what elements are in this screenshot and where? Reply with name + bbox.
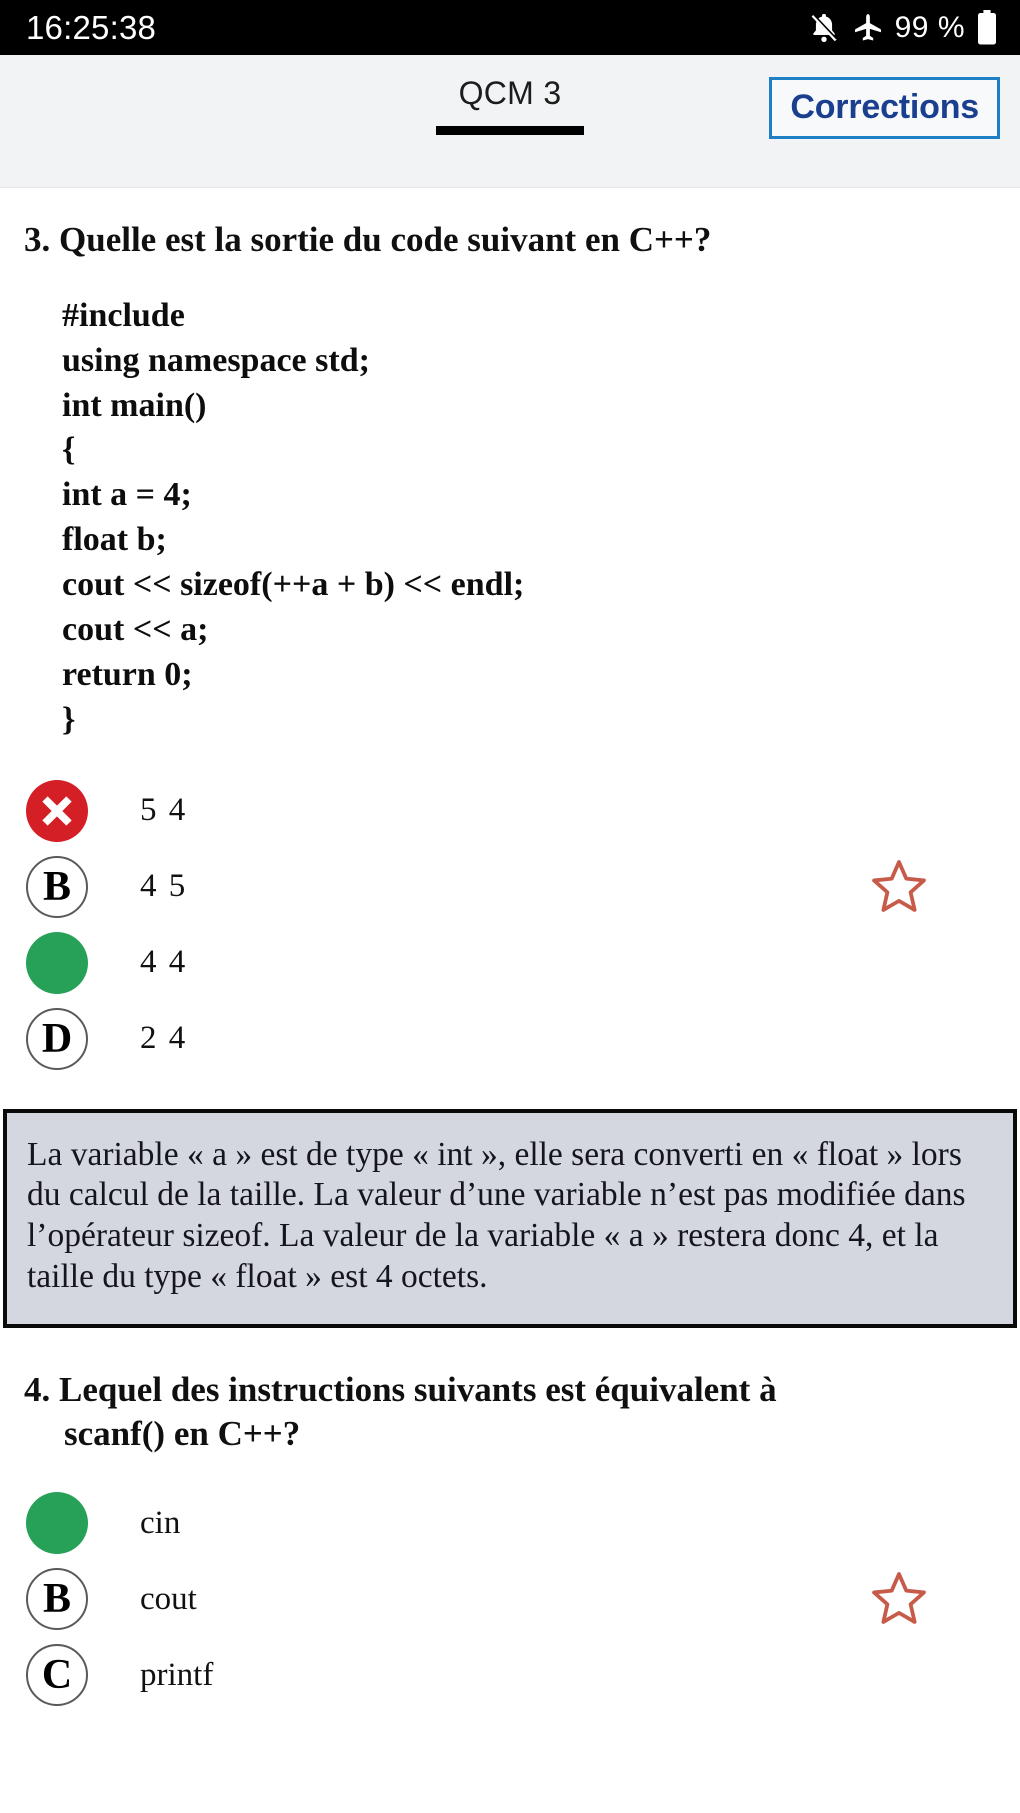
corrections-button[interactable]: Corrections — [769, 77, 1000, 139]
q4-option-c-badge[interactable]: C — [26, 1644, 88, 1706]
question-4-line1 — [24, 1368, 996, 1412]
question-3-number: 3. — [24, 220, 51, 259]
q4-option-row-b[interactable] — [0, 1561, 1020, 1637]
option-d-badge[interactable]: D — [26, 1008, 88, 1070]
option-b-badge[interactable]: B — [26, 856, 88, 918]
option-row-a[interactable] — [0, 773, 1020, 849]
q4-option-a-badge-correct[interactable] — [26, 1492, 88, 1554]
option-a-badge-wrong-icon[interactable] — [26, 780, 88, 842]
option-row-d[interactable] — [0, 1001, 1020, 1077]
q4-option-a-text: cin — [140, 1504, 181, 1541]
question-4-prompt-line2: scanf() en C++? — [64, 1413, 301, 1453]
option-d-text: 2 4 — [140, 1020, 188, 1056]
tab-active-indicator — [436, 126, 584, 135]
question-3-title — [0, 218, 1020, 262]
question-4-title — [0, 1368, 1020, 1456]
question-4-options — [0, 1485, 1020, 1713]
option-row-b[interactable] — [0, 849, 1020, 925]
status-clock: 16:25:38 — [26, 8, 157, 46]
q4-option-b-badge[interactable]: B — [26, 1568, 88, 1630]
app-bar — [0, 55, 1020, 188]
status-bar — [0, 0, 1020, 55]
option-row-c[interactable] — [0, 925, 1020, 1001]
quiz-content — [0, 188, 1020, 1813]
option-c-badge-correct[interactable] — [26, 932, 88, 994]
status-icons — [807, 10, 998, 46]
bell-muted-icon — [807, 11, 841, 45]
question-3-explanation-box — [3, 1109, 1017, 1328]
battery-percent-label: 99 % — [894, 10, 965, 44]
option-c-text: 4 4 — [140, 944, 188, 980]
question-3-prompt: Quelle est la sortie du code suivant en C++? — [59, 220, 712, 259]
question-4-number: 4. — [24, 1369, 51, 1409]
tab-qcm3-label: QCM 3 — [458, 75, 562, 111]
option-b-text: 4 5 — [140, 868, 188, 904]
question-3-options — [0, 773, 1020, 1077]
question-4-prompt-line1: Lequel des instructions suivants est équivalent à — [59, 1369, 777, 1409]
question-3-code: #include using namespace std; int main() { int a = 4; float b; cout << sizeof(++a + b) << endl; cout << a; return 0; } — [62, 296, 525, 738]
q4-option-row-a[interactable] — [0, 1485, 1020, 1561]
battery-icon — [976, 10, 998, 46]
question-3-block — [0, 188, 1020, 1328]
close-x-icon — [37, 791, 77, 831]
airplane-mode-icon — [852, 12, 884, 44]
favorite-star-icon-q3[interactable] — [868, 858, 930, 916]
q4-option-row-c[interactable] — [0, 1637, 1020, 1713]
tab-qcm3[interactable] — [436, 75, 584, 135]
favorite-star-icon-q4[interactable] — [868, 1570, 930, 1628]
question-4-block — [0, 1368, 1020, 1714]
question-3-explanation-text: La variable « a » est de type « int », elle sera converti en « float » lors du calcul de la taille. La valeur d’une variable n’est pas modifiée dans l’opérateur sizeof. La valeur de la variable « a » restera donc 4, et la taille du type « float » est 4 octets. — [27, 1135, 966, 1296]
option-a-text: 5 4 — [140, 792, 188, 828]
q4-option-c-text: printf — [140, 1656, 214, 1693]
q4-option-b-text: cout — [140, 1580, 197, 1617]
